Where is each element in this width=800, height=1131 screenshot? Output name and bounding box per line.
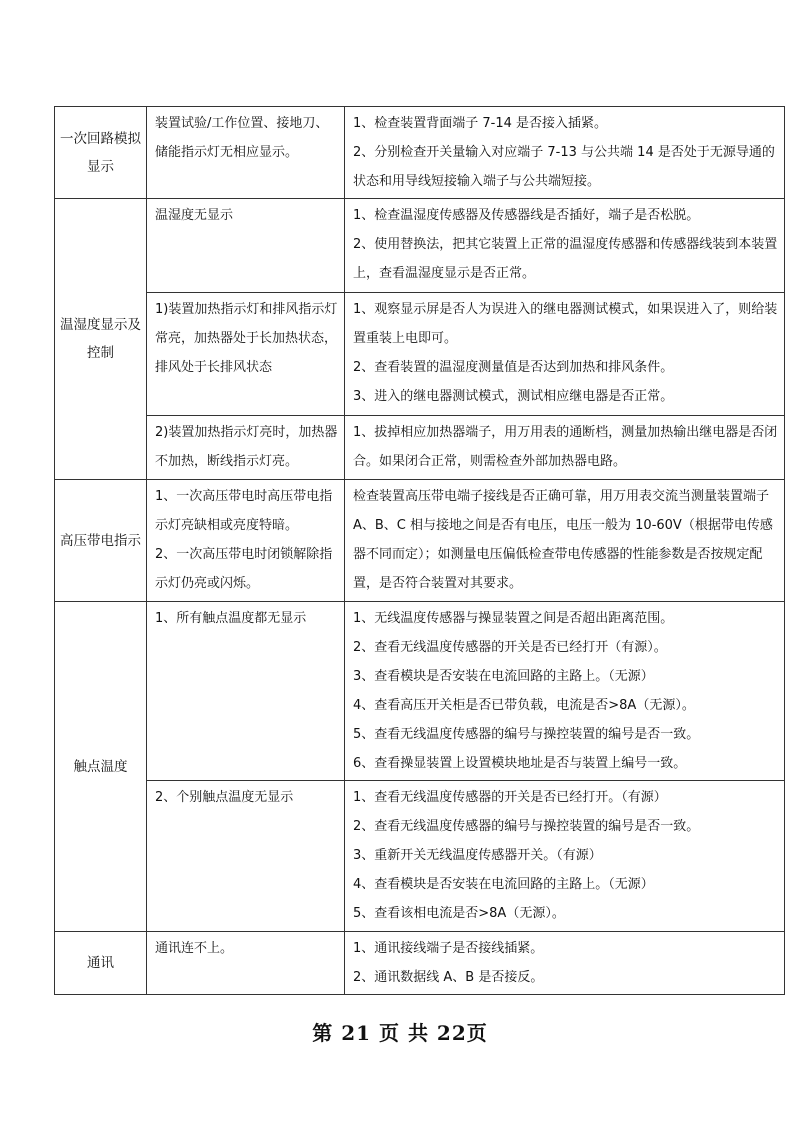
steps-cell [345, 416, 785, 480]
step-line: 5、查看无线温度传感器的编号与操控装置的编号是否一致。 [353, 727, 700, 742]
steps-cell [345, 293, 785, 416]
symptom-cell: 1、所有触点温度都无显示 [147, 602, 345, 781]
step-line: 2、查看无线温度传感器的编号与操控装置的编号是否一致。 [353, 819, 700, 834]
category-cell: 高压带电指示 [55, 480, 147, 602]
table-row [55, 602, 785, 781]
steps-cell [345, 781, 785, 932]
table-row [55, 932, 785, 995]
category-cell: 触点温度 [55, 602, 147, 932]
symptom-cell: 温湿度无显示 [147, 199, 345, 293]
steps-cell: 检查装置高压带电端子接线是否正确可靠，用万用表交流当测量装置端子 A、B、C 相与接地之间是否有电压，电压一般为 10-60V（根据带电传感器不同而定）；如测量电压偏低检查带电传感器的性能参数是否按规定配置，是否符合装置对其要求。 [345, 480, 785, 602]
table-row [55, 781, 785, 932]
category-cell: 温湿度显示及控制 [55, 199, 147, 480]
table-row [55, 199, 785, 293]
steps-cell [345, 107, 785, 199]
steps-cell [345, 602, 785, 781]
table-row [55, 480, 785, 602]
page-number: 第 21 页 共 22页 [312, 1021, 488, 1045]
symptom-line: 1、一次高压带电时高压带电指示灯亮缺相或亮度特暗。 [155, 489, 333, 533]
symptom-cell: 1)装置加热指示灯和排风指示灯常亮，加热器处于长加热状态，排风处于长排风状态 [147, 293, 345, 416]
fault-table [54, 106, 785, 995]
symptom-cell: 装置试验/工作位置、接地刀、储能指示灯无相应显示。 [147, 107, 345, 199]
step-line: 4、查看高压开关柜是否已带负载，电流是否>8A（无源）。 [353, 698, 695, 713]
step-line: 3、查看模块是否安装在电流回路的主路上。（无源） [353, 669, 654, 684]
steps-cell [345, 199, 785, 293]
step-line: 1、拔掉相应加热器端子，用万用表的通断档，测量加热输出继电器是否闭合。如果闭合正常，则需检查外部加热器电路。 [353, 425, 778, 469]
step-line: 4、查看模块是否安装在电流回路的主路上。（无源） [353, 877, 654, 892]
step-line: 1、通讯接线端子是否接线插紧。 [353, 941, 544, 956]
symptom-line: 2、一次高压带电时闭锁解除指示灯仍亮或闪烁。 [155, 547, 333, 591]
step-line: 1、检查装置背面端子 7-14 是否接入插紧。 [353, 116, 608, 131]
step-line: 1、检查温湿度传感器及传感器线是否插好，端子是否松脱。 [353, 208, 700, 223]
step-line: 2、查看无线温度传感器的开关是否已经打开（有源）。 [353, 640, 667, 655]
step-line: 2、查看装置的温湿度测量值是否达到加热和排风条件。 [353, 360, 674, 375]
symptom-cell: 通讯连不上。 [147, 932, 345, 995]
step-line: 1、查看无线温度传感器的开关是否已经打开。（有源） [353, 790, 667, 805]
step-line: 1、观察显示屏是否人为误进入的继电器测试模式，如果误进入了，则给装置重装上电即可。 [353, 302, 778, 346]
step-line: 2、使用替换法，把其它装置上正常的温湿度传感器和传感器线装到本装置上，查看温湿度显示是否正常。 [353, 237, 778, 281]
symptom-cell: 2、个别触点温度无显示 [147, 781, 345, 932]
step-line: 5、查看该相电流是否>8A（无源）。 [353, 906, 565, 921]
step-line: 6、查看操显装置上设置模块地址是否与装置上编号一致。 [353, 756, 687, 771]
step-line: 2、分别检查开关量输入对应端子 7-13 与公共端 14 是否处于无源导通的状态和用导线短接输入端子与公共端短接。 [353, 145, 775, 189]
category-cell: 通讯 [55, 932, 147, 995]
symptom-cell: 2)装置加热指示灯亮时，加热器不加热，断线指示灯亮。 [147, 416, 345, 480]
table-row [55, 293, 785, 416]
table-row [55, 107, 785, 199]
steps-cell [345, 932, 785, 995]
step-line: 2、通讯数据线 A、B 是否接反。 [353, 970, 544, 985]
step-line: 3、重新开关无线温度传感器开关。（有源） [353, 848, 602, 863]
step-line: 1、无线温度传感器与操显装置之间是否超出距离范围。 [353, 611, 674, 626]
category-cell: 一次回路模拟显示 [55, 107, 147, 199]
symptom-cell [147, 480, 345, 602]
table-row [55, 416, 785, 480]
step-line: 3、进入的继电器测试模式，测试相应继电器是否正常。 [353, 389, 674, 404]
